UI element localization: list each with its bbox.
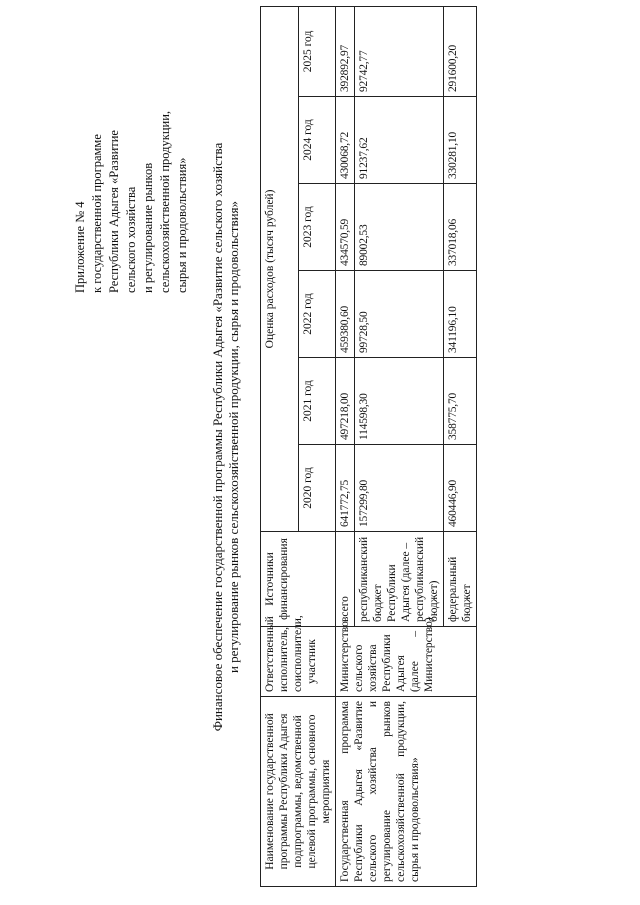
header-year: 2020 год <box>298 445 336 532</box>
header-year: 2021 год <box>298 358 336 445</box>
appendix-line: Республики Адыгея «Развитие <box>107 130 121 293</box>
header-row <box>261 6 299 886</box>
header-year: 2022 год <box>298 271 336 358</box>
appendix-line: сырья и продовольствия» <box>175 157 189 293</box>
header-year: 2023 год <box>298 184 336 271</box>
value-cell: 291600,20 <box>444 6 477 96</box>
header-sources: Источники финансирования <box>261 532 336 627</box>
value-cell: 157299,80 <box>355 445 444 532</box>
source-cell: республиканский бюджет Республики Адыгея (далее – республиканский бюджет) <box>355 532 444 627</box>
title-line-2: и регулирование рынков сельскохозяйственной продукции, сырья и продовольствия» <box>226 200 241 674</box>
appendix-line: сельского хозяйства <box>124 186 138 293</box>
value-cell: 434570,59 <box>336 184 355 271</box>
value-cell: 497218,00 <box>336 358 355 445</box>
value-cell: 92742,77 <box>355 6 444 96</box>
value-cell: 358775,70 <box>444 358 477 445</box>
table-row <box>336 6 355 886</box>
header-responsible: Ответственный исполнитель, соисполнители, участник <box>261 627 336 697</box>
appendix-line: к государственной программе <box>90 134 104 293</box>
header-year: 2024 год <box>298 97 336 184</box>
value-cell: 430068,72 <box>336 97 355 184</box>
value-cell: 459380,60 <box>336 271 355 358</box>
header-name: Наименование государственной программы Республики Адыгея подпрограммы, ведомственной целевой программы, основного мероприятия <box>261 697 336 887</box>
value-cell: 392892,97 <box>336 6 355 96</box>
header-estimate: Оценка расходов (тысяч рублей) <box>261 6 299 531</box>
value-cell: 337018,06 <box>444 184 477 271</box>
value-cell: 341196,10 <box>444 271 477 358</box>
value-cell: 99728,50 <box>355 271 444 358</box>
title-line-1: Финансовое обеспечение государственной программы Республики Адыгея «Развитие сельского хозяйства <box>210 142 225 732</box>
value-cell: 641772,75 <box>336 445 355 532</box>
document-title <box>210 87 242 787</box>
value-cell: 330281,10 <box>444 97 477 184</box>
value-cell: 460446,90 <box>444 445 477 532</box>
program-responsible: Министерство сельского хозяйства Республики Адыгея (далее – Министерство) <box>336 627 477 697</box>
appendix-line: и регулирование рынков <box>141 162 155 293</box>
appendix-note <box>72 73 191 293</box>
source-cell: всего <box>336 532 355 627</box>
appendix-line: сельскохозяйственной продукции, <box>158 110 172 293</box>
financing-table <box>260 6 477 887</box>
source-cell: федеральный бюджет <box>444 532 477 627</box>
appendix-line: Приложение № 4 <box>73 201 87 293</box>
header-year: 2025 год <box>298 6 336 96</box>
value-cell: 114598,30 <box>355 358 444 445</box>
program-name: Государственная программа Республики Адыгея «Развитие сельского хозяйства и регулирование рынков сельскохозяйственной продукции, сырья и продовольствия» <box>336 697 477 887</box>
value-cell: 89002,53 <box>355 184 444 271</box>
value-cell: 91237,62 <box>355 97 444 184</box>
